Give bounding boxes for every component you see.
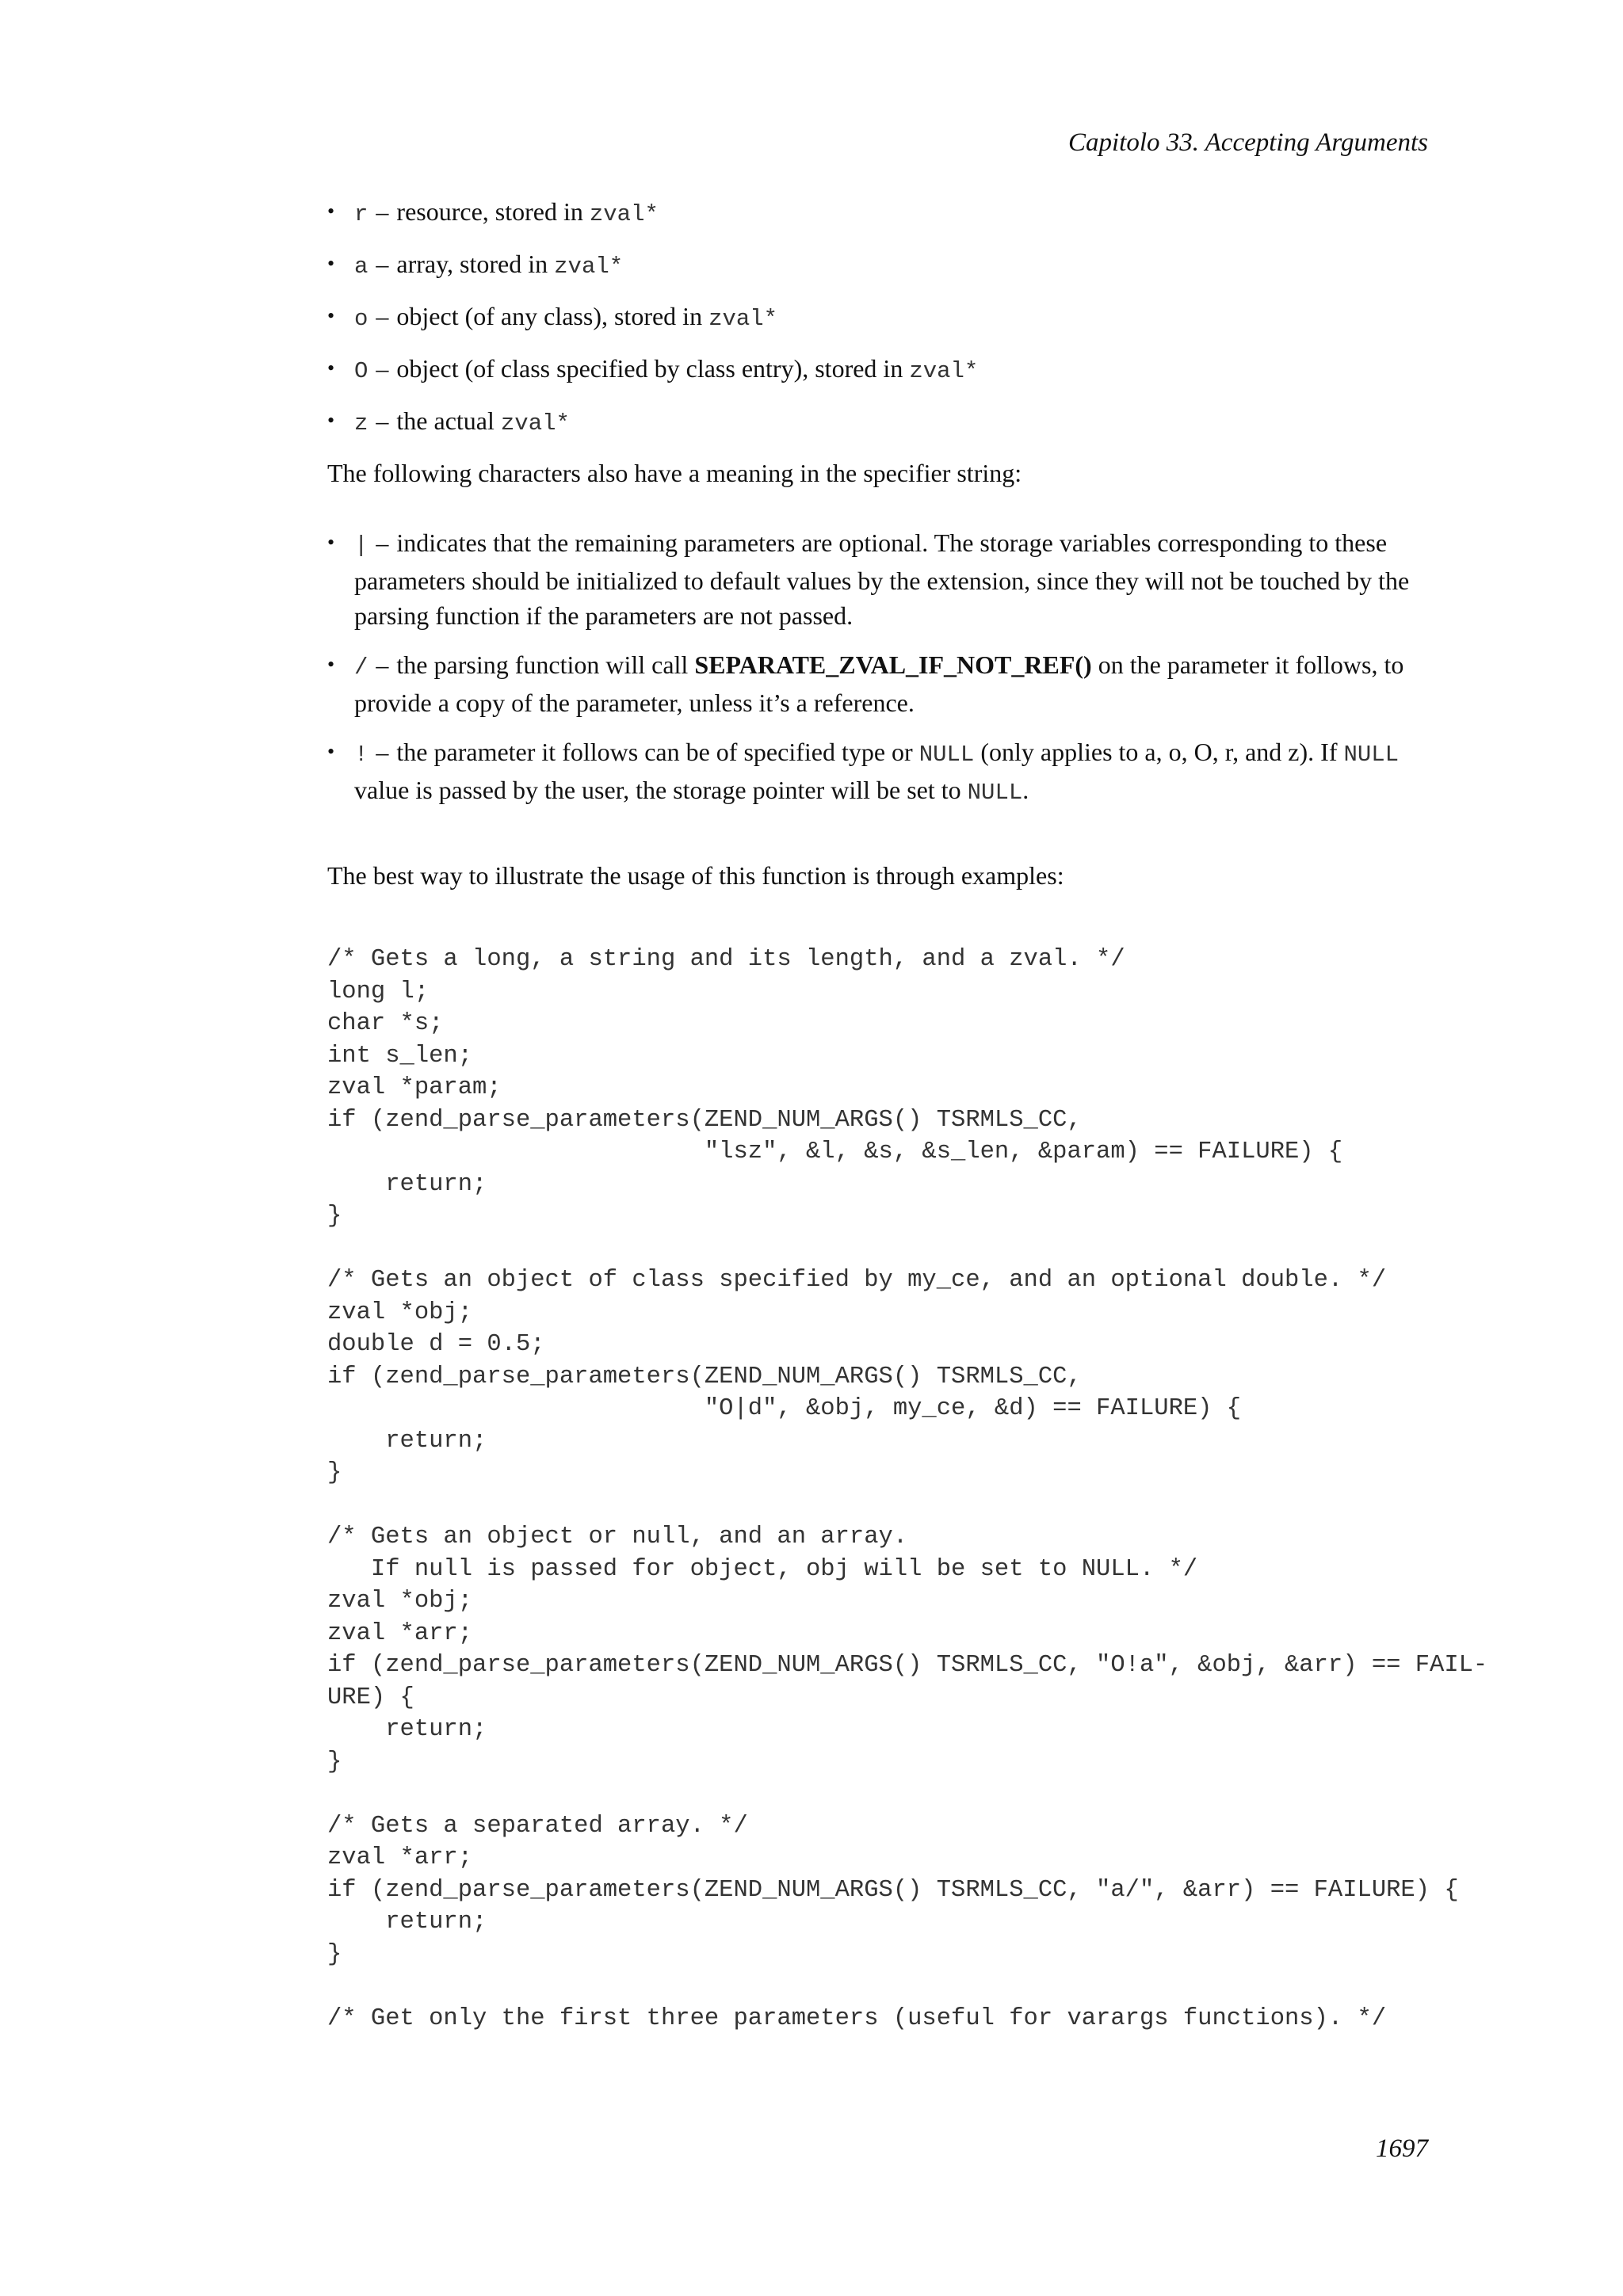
type-code: zval*: [554, 254, 624, 280]
function-name: SEPARATE_ZVAL_IF_NOT_REF(): [694, 650, 1092, 679]
specifier-code: a: [354, 254, 369, 280]
list-item: • / – the parsing function will call SEPARATE_ZVAL_IF_NOT_REF() on the parameter it follows, to provide a copy of the parameter, unless it’s a reference.: [327, 647, 1460, 720]
item-text: the parameter it follows can be of specified type or: [396, 738, 919, 766]
modifier-list: [327, 525, 1437, 810]
modifier-code: |: [354, 532, 369, 559]
item-text: array, stored in: [396, 250, 555, 278]
modifier-code: /: [354, 654, 369, 681]
null-code: NULL: [967, 780, 1023, 806]
item-text: .: [1022, 776, 1029, 804]
type-specifier-list: [327, 194, 1437, 441]
list-item: • a – array, stored in zval*: [327, 246, 1437, 284]
item-text: the actual: [396, 406, 501, 435]
bullet-icon: •: [327, 304, 335, 327]
code-example: /* Gets a long, a string and its length, and a zval. */ long l; char *s; int s_len; zval *param; if (zend_parse_parameters(ZEND_NUM_ARGS() TSRMLS_CC, "lsz", &l, &s, &s_len, &param) == FAILURE) { return; } /* Gets an object of class specified by my_ce, and an optional double. */ zval *obj; double d = 0.5; if (zend_parse_parameters(ZEND_NUM_ARGS() TSRMLS_CC, "O|d", &obj, my_ce, &d) == FAILURE) { return; } /* Gets an object or null, and an array. If null is passed for object, obj will be set to NULL. */ zval *obj; zval *arr; if (zend_parse_parameters(ZEND_NUM_ARGS() TSRMLS_CC, "O!a", &obj, &arr) == FAIL- URE) { return; } /* Gets a separated array. */ zval *arr; if (zend_parse_parameters(ZEND_NUM_ARGS() TSRMLS_CC, "a/", &arr) == FAILURE) { return; } /* Get only the first three parameters (useful for varargs functions). */: [327, 946, 1488, 2032]
type-code: zval*: [909, 358, 979, 384]
item-text: object (of class specified by class entry), stored in: [396, 354, 910, 383]
bullet-icon: •: [327, 357, 335, 379]
running-header: Capitolo 33. Accepting Arguments: [1067, 128, 1428, 157]
item-text: on the parameter it follows, to provide a copy of the parameter, unless it’s a reference.: [354, 650, 1404, 717]
type-code: zval*: [500, 410, 570, 437]
bullet-icon: •: [327, 409, 335, 432]
item-text: the parsing function will call: [396, 650, 695, 679]
item-text: resource, stored in: [396, 197, 590, 226]
list-item: • o – object (of any class), stored in zval*: [327, 299, 1437, 337]
item-text: indicates that the remaining parameters are optional. The storage variables corresponding to these parameters should be initialized to default values by the extension, since they will not be touched by the parsing function if the parameters are not passed.: [354, 528, 1410, 630]
specifier-code: z: [354, 410, 369, 437]
paragraph-examples: The best way to illustrate the usage of this function is through examples:: [327, 861, 1064, 890]
bullet-icon: •: [327, 740, 335, 763]
modifier-code: !: [354, 742, 369, 768]
null-code: NULL: [918, 742, 975, 768]
list-item: • z – the actual zval*: [327, 403, 1437, 441]
bullet-icon: •: [327, 653, 335, 676]
specifier-code: r: [354, 201, 369, 227]
list-item: • ! – the parameter it follows can be of specified type or NULL (only applies to a, o, O, r, and z). If NULL value is passed by the user, the storage pointer will be set to NULL.: [327, 734, 1460, 810]
specifier-code: o: [354, 306, 369, 332]
null-code: NULL: [1343, 742, 1400, 768]
list-item: • O – object (of class specified by class entry), stored in zval*: [327, 351, 1437, 389]
item-text: (only applies to a, o, O, r, and z). If: [974, 738, 1344, 766]
bullet-icon: •: [327, 200, 335, 223]
item-text: object (of any class), stored in: [396, 302, 709, 330]
bullet-icon: •: [327, 252, 335, 275]
item-text: value is passed by the user, the storage pointer will be set to: [354, 776, 968, 804]
list-item: • r – resource, stored in zval*: [327, 194, 1437, 232]
list-item: • | – indicates that the remaining parameters are optional. The storage variables corresponding to these parameters should be initialized to default values by the extension, since they will not be touched by the parsing function if the parameters are not passed.: [327, 525, 1460, 633]
paragraph-specifier: The following characters also have a meaning in the specifier string:: [327, 459, 1022, 487]
type-code: zval*: [589, 201, 659, 227]
bullet-icon: •: [327, 531, 335, 554]
specifier-code: O: [354, 358, 369, 384]
type-code: zval*: [708, 306, 778, 332]
page-content: [327, 194, 1488, 2035]
page-number: 1697: [1376, 2134, 1428, 2163]
